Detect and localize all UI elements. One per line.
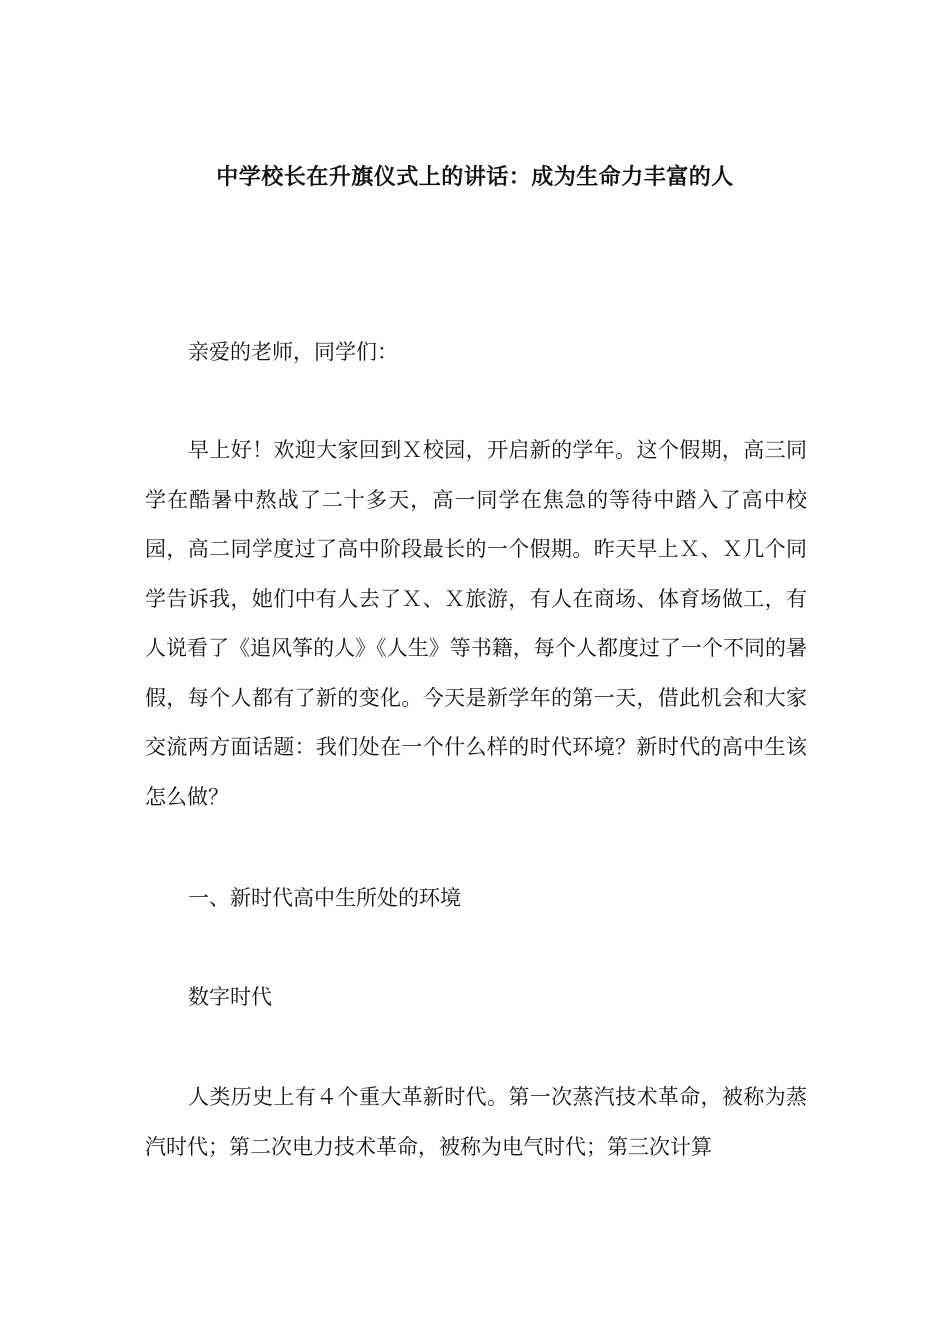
- salutation-paragraph: 亲爱的老师，同学们：: [188, 340, 398, 364]
- body-paragraph: 人类历史上有４个重大革新时代。第一次蒸汽技术革命，被称为蒸汽时代；第二次电力技术革命，被称为电气时代；第三次计算: [145, 1085, 807, 1159]
- section-heading: 一、新时代高中生所处的环境: [188, 886, 461, 910]
- subsection-heading: 数字时代: [188, 985, 272, 1009]
- document-title: 中学校长在升旗仪式上的讲话：成为生命力丰富的人: [216, 165, 734, 190]
- intro-paragraph: 早上好！欢迎大家回到Ｘ校园，开启新的学年。这个假期，高三同学在酷暑中熬战了二十多天，高一同学在焦急的等待中踏入了高中校园，高二同学度过了高中阶段最长的一个假期。昨天早上Ｘ、Ｘ几个同学告诉我，她们中有人去了Ｘ、Ｘ旅游，有人在商场、体育场做工，有人说看了《追风筝的人》《人生》等书籍，每个人都度过了一个不同的暑假，每个人都有了新的变化。今天是新学年的第一天，借此机会和大家交流两方面话题：我们处在一个什么样的时代环境？新时代的高中生该怎么做？: [145, 438, 807, 809]
